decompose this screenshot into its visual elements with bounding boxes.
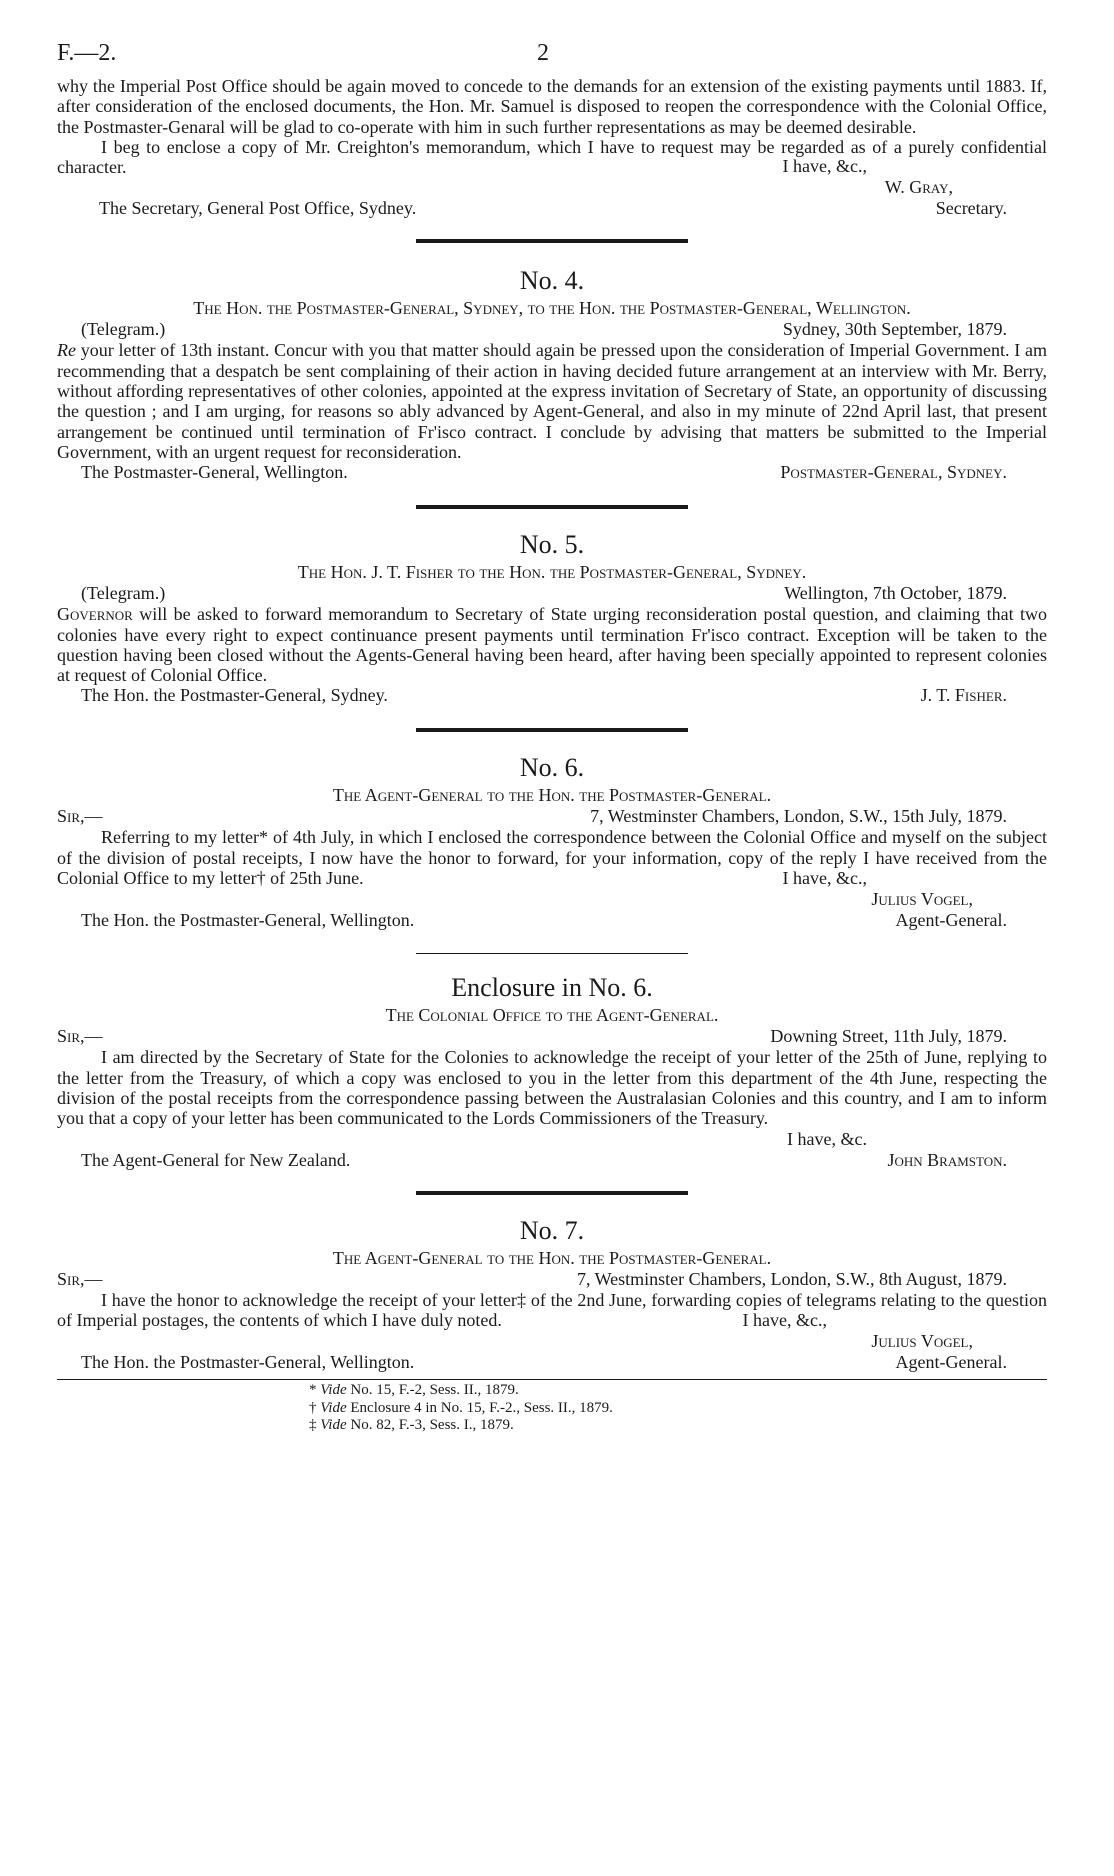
body-text: your letter of 13th instant. Concur with you that matter should again be pressed upon the consideration of Imperial Government. I am recommending that a despatch be sent complaining of their action in having decided future arrangement at an interview with Mr. Berry, without affording representatives of other colonies, appointed at the express invitation of Secretary of State, an opportunity of discussing the question ; and I am urging, for reasons so ably advanced by Agent-General, and also in my minute of 22nd April last, that present arrangement be continued until termination of Fr'isco contract. I conclude by advising that matters be submitted to the Imperial Government, with an urgent request for reconsideration. <box>57 340 1047 462</box>
footnote <box>309 1382 1047 1400</box>
page-header <box>57 40 1047 76</box>
message-type: (Telegram.) <box>81 319 166 340</box>
footnote-text: No. 15, F.-2, Sess. II., 1879. <box>346 1382 519 1399</box>
signatory-title: Agent-General. <box>895 1352 1007 1373</box>
footnote-mark: † <box>309 1399 321 1416</box>
footnote-text: No. 82, F.-3, Sess. I., 1879. <box>346 1417 514 1434</box>
footnote-vide: Vide <box>320 1417 347 1434</box>
dateline: Wellington, 7th October, 1879. <box>784 583 1007 604</box>
footnotes <box>57 1382 1047 1435</box>
sender-recipient: The Hon. J. T. Fisher to the Hon. the Postmaster-General, Sydney. <box>297 562 807 583</box>
signature: J. T. Fisher. <box>920 685 1007 706</box>
paragraph: I am directed by the Secretary of State for the Colonies to acknowledge the receipt of your letter of the 25th of June, replying to the letter from the Treasury, of which a copy was enclosed to you in the letter from this department of the 4th June, respecting the division of the postal receipts from the correspondence passing between the Australasian Colonies and this country, and I am to inform you that a copy of your letter has been communicated to the Lords Commissioners of the Treasury. <box>57 1047 1047 1129</box>
section-divider <box>416 953 688 954</box>
message-type: (Telegram.) <box>81 583 166 604</box>
sender-recipient: The Hon. the Postmaster-General, Sydney, to the Hon. the Postmaster-General, Wellington. <box>193 298 911 319</box>
salutation: Sir,— <box>57 1026 103 1047</box>
dateline: 7, Westminster Chambers, London, S.W., 8th August, 1879. <box>576 1268 1007 1289</box>
signature: Postmaster-General, Sydney. <box>780 462 1007 483</box>
signatory-title: Secretary. <box>935 198 1007 219</box>
addressee: The Secretary, General Post Office, Sydney. <box>99 198 417 219</box>
salutation: Sir,— <box>57 1268 103 1289</box>
body-text: will be asked to forward memorandum to Secretary of State urging reconsideration postal question, and claiming that two colonies have every right to expect continuance present payments until termination Fr'isco contract. Exception will be taken to the question having been closed without the Agents-General having been heard, after having been specially appointed to represent colonies at request of Colonial Office. <box>57 604 1047 686</box>
footnote-mark: ‡ <box>309 1417 321 1434</box>
section-heading: No. 4. <box>519 266 585 296</box>
closing: I have, &c., <box>782 156 867 177</box>
letter-5 <box>57 529 1047 706</box>
section-heading: Enclosure in No. 6. <box>451 973 653 1003</box>
section-heading: No. 7. <box>519 1215 585 1245</box>
section-divider <box>416 728 688 732</box>
sender-recipient: The Agent-General to the Hon. the Postmaster-General. <box>332 1247 772 1268</box>
closing: I have, &c. <box>787 1128 867 1149</box>
section-divider <box>416 505 688 509</box>
sender-recipient: The Colonial Office to the Agent-General. <box>385 1005 719 1026</box>
document-page <box>57 40 1047 1435</box>
footnote <box>309 1400 1047 1418</box>
enclosure-6 <box>57 972 1047 1170</box>
section-divider <box>416 1191 688 1195</box>
signature: John Bramston. <box>887 1149 1007 1170</box>
addressee: The Hon. the Postmaster-General, Wellington. <box>81 1352 415 1373</box>
paragraph: I have the honor to acknowledge the receipt of your letter‡ of the 2nd June, forwarding copies of telegrams relating to the question of Imperial postages, the contents of which I have duly noted. <box>57 1289 1047 1330</box>
addressee: The Hon. the Postmaster-General, Wellington. <box>81 910 415 931</box>
addressee: The Hon. the Postmaster-General, Sydney. <box>81 685 388 706</box>
document-reference: F.—2. <box>57 40 117 66</box>
paragraph <box>57 340 1047 462</box>
footnote <box>309 1417 1047 1435</box>
dateline: 7, Westminster Chambers, London, S.W., 15th July, 1879. <box>590 806 1007 827</box>
paragraph: Referring to my letter* of 4th July, in which I enclosed the correspondence between the Colonial Office and myself on the subject of the division of postal receipts, I now have the honor to forward, for your information, copy of the reply I have received from the Colonial Office to my letter† of 25th June. <box>57 827 1047 889</box>
section-heading: No. 5. <box>519 530 585 560</box>
footnote-rule <box>57 1379 1047 1380</box>
footnote-text: Enclosure 4 in No. 15, F.-2., Sess. II., 1879. <box>346 1399 613 1416</box>
salutation: Sir,— <box>57 806 103 827</box>
signature: Julius Vogel, <box>871 889 973 910</box>
paragraph: why the Imperial Post Office should be again moved to concede to the demands for an extension of the existing payments until 1883. If, after consideration of the enclosed documents, the Hon. Mr. Samuel is disposed to reopen the correspondence with the Colonial Office, the Postmaster-Genaral will be glad to co-operate with him in such further representations as may be deemed desirable. <box>57 76 1047 137</box>
footnote-mark: * <box>309 1382 321 1399</box>
section-divider <box>416 239 688 243</box>
signature: Julius Vogel, <box>871 1331 973 1352</box>
addressee: The Postmaster-General, Wellington. <box>81 462 348 483</box>
dateline: Downing Street, 11th July, 1879. <box>770 1026 1007 1047</box>
letter-3-continuation <box>57 76 1047 219</box>
footnote-vide: Vide <box>320 1399 347 1416</box>
closing: I have, &c., <box>782 868 867 889</box>
signature: W. Gray, <box>884 177 953 198</box>
re-word: Re <box>57 340 76 361</box>
lead-word: Governor <box>57 604 133 625</box>
letter-7 <box>57 1215 1047 1374</box>
paragraph <box>57 604 1047 685</box>
footnote-vide: Vide <box>320 1382 347 1399</box>
signatory-title: Agent-General. <box>895 910 1007 931</box>
paragraph: I beg to enclose a copy of Mr. Creighton's memorandum, which I have to request may be regarded as of a purely confidential character. <box>57 136 1047 178</box>
dateline: Sydney, 30th September, 1879. <box>782 319 1007 340</box>
addressee: The Agent-General for New Zealand. <box>81 1149 351 1170</box>
page-number: 2 <box>537 40 549 66</box>
section-heading: No. 6. <box>519 753 585 783</box>
letter-4 <box>57 265 1047 483</box>
sender-recipient: The Agent-General to the Hon. the Postmaster-General. <box>332 785 772 806</box>
letter-6 <box>57 752 1047 931</box>
closing: I have, &c., <box>742 1310 827 1331</box>
